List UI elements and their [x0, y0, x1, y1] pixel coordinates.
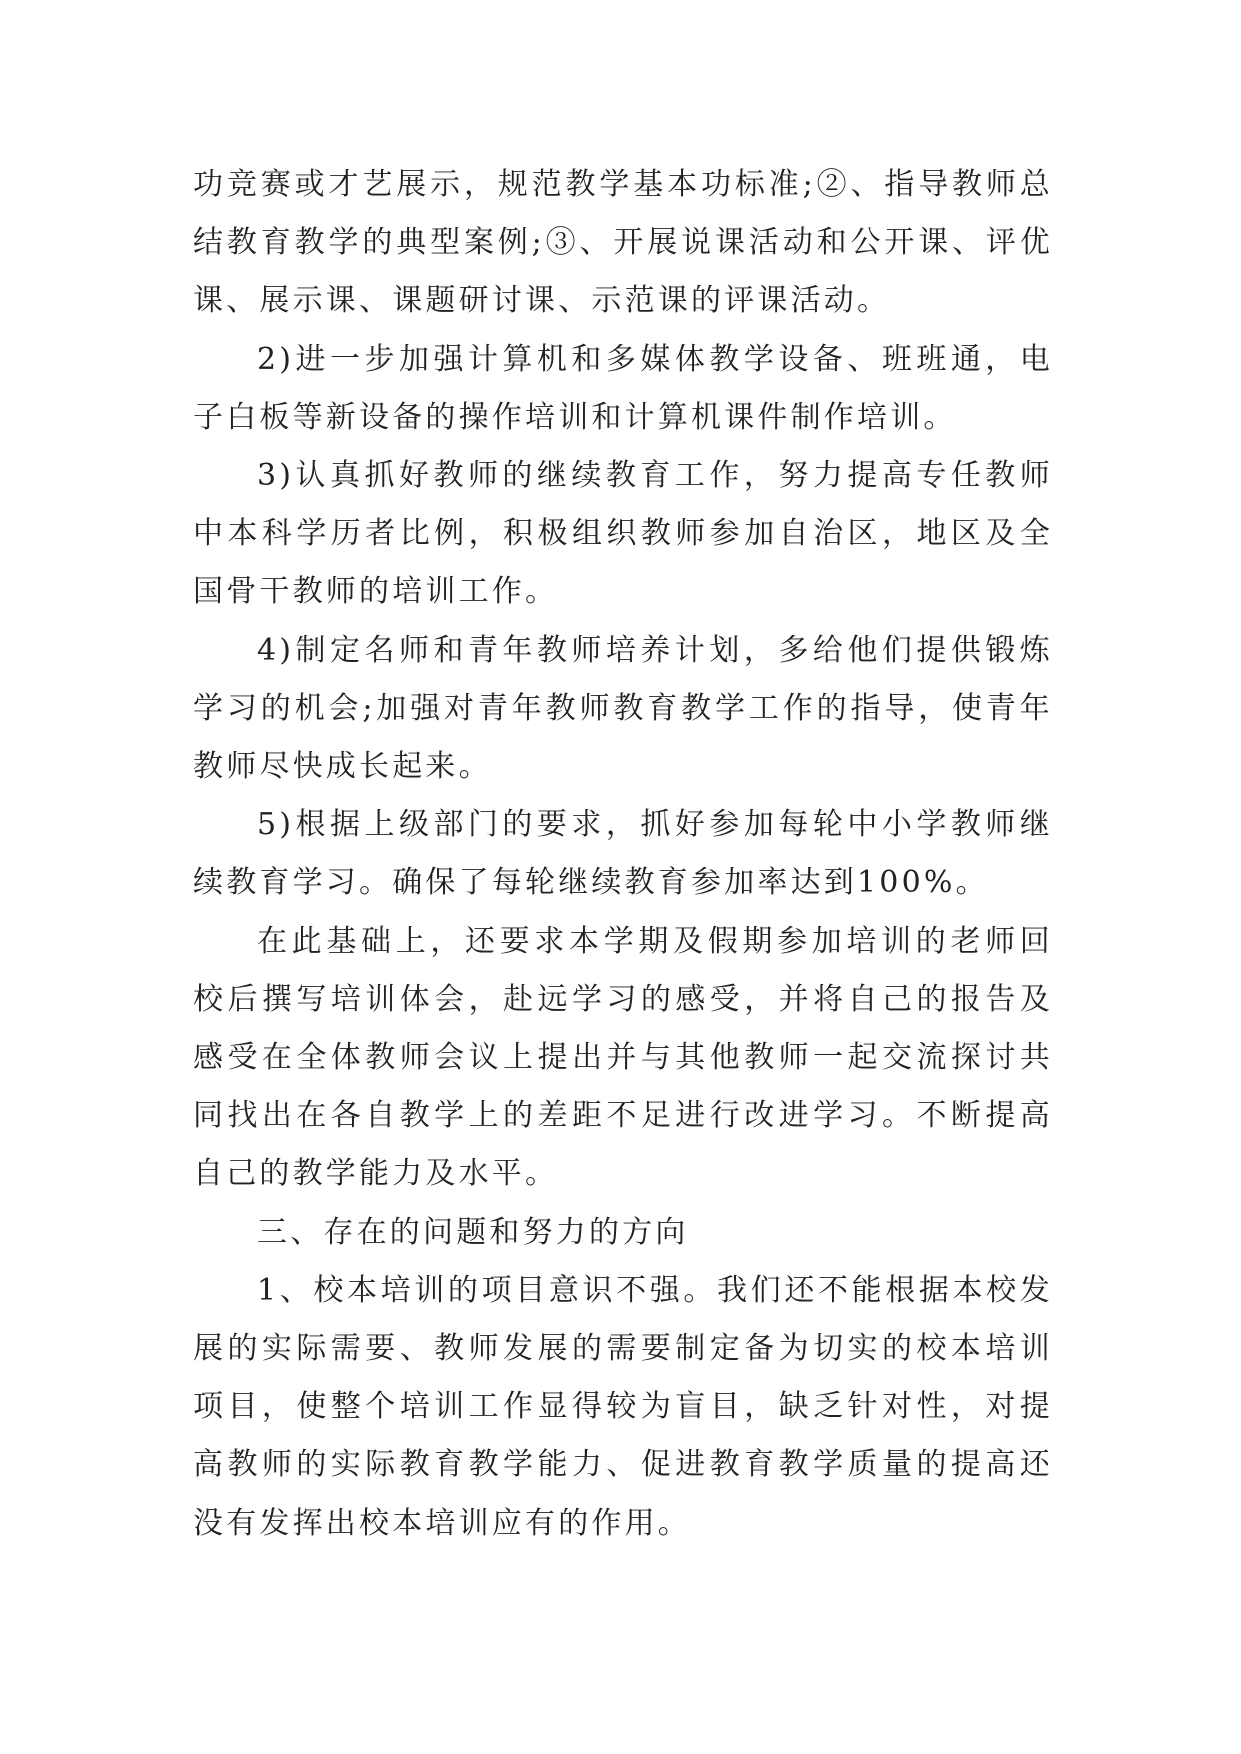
document-body [193, 156, 1053, 1553]
paragraph-item-2: 2)进一步加强计算机和多媒体教学设备、班班通，电子白板等新设备的操作培训和计算机课件制作培训。 [193, 341, 1053, 435]
paragraph-item-3: 3)认真抓好教师的继续教育工作，努力提高专任教师中本科学历者比例，积极组织教师参加自治区，地区及全国骨干教师的培训工作。 [193, 458, 1053, 610]
section-heading: 三、存在的问题和努力的方向 [257, 1214, 689, 1250]
paragraph-issue-1: 1、校本培训的项目意识不强。我们还不能根据本校发展的实际需要、教师发展的需要制定备为切实的校本培训项目，使整个培训工作显得较为盲目，缺乏针对性，对提高教师的实际教育教学能力、促进教育教学质量的提高还没有发挥出校本培训应有的作用。 [193, 1272, 1053, 1541]
paragraph-item-5: 5)根据上级部门的要求，抓好参加每轮中小学教师继续教育学习。确保了每轮继续教育参加率达到100%。 [193, 807, 1053, 901]
paragraph-item-4: 4)制定名师和青年教师培养计划，多给他们提供锻炼学习的机会;加强对青年教师教育教学工作的指导，使青年教师尽快成长起来。 [193, 632, 1053, 785]
paragraph-summary: 在此基础上，还要求本学期及假期参加培训的老师回校后撰写培训体会，赴远学习的感受，并将自己的报告及感受在全体教师会议上提出并与其他教师一起交流探讨共同找出在各自教学上的差距不足进行改进学习。不断提高自己的教学能力及水平。 [193, 923, 1053, 1192]
paragraph-continuation: 功竞赛或才艺展示，规范教学基本功标准;②、指导教师总结教育教学的典型案例;③、开展说课活动和公开课、评优课、展示课、课题研讨课、示范课的评课活动。 [193, 167, 1053, 319]
